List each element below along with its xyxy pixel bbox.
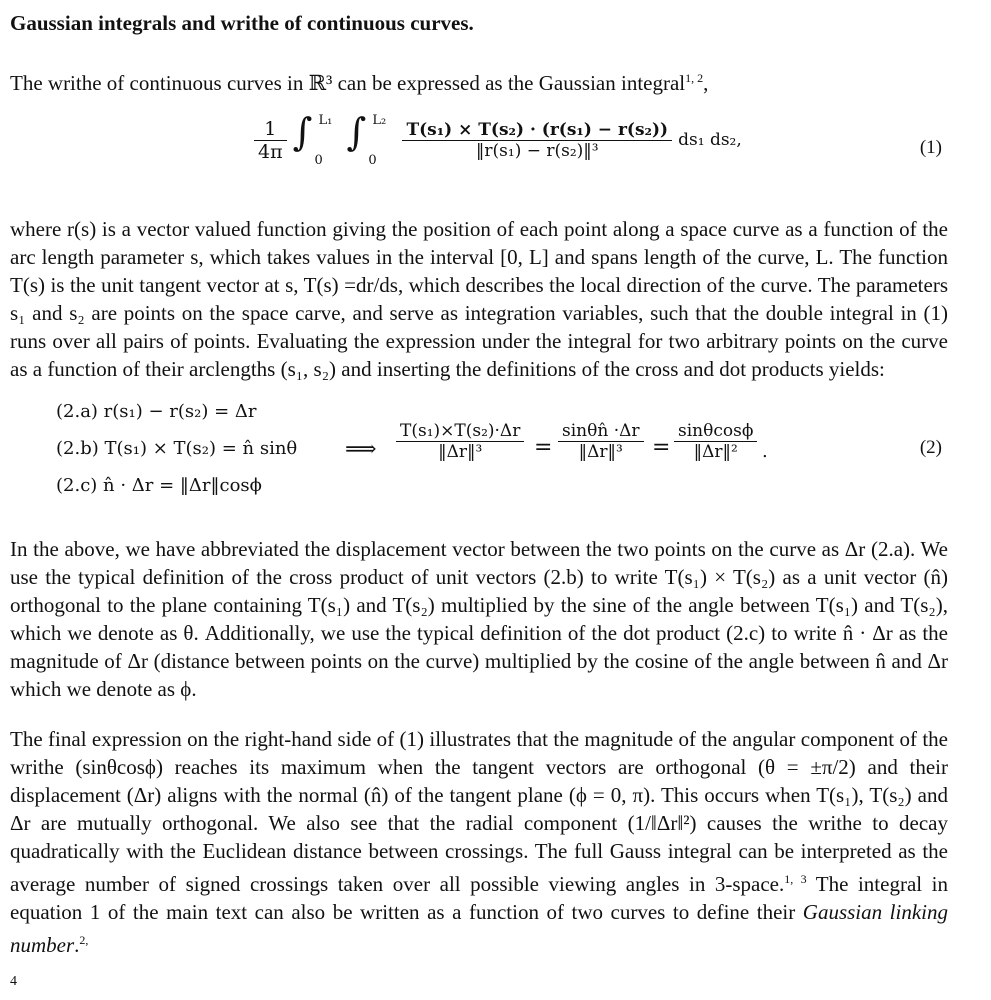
eq1-numerator: T(s₁) × T(s₂) · (r(s₁) − r(s₂)) [402, 120, 672, 141]
eq1-differentials: ds₁ ds₂, [678, 130, 742, 150]
eq2b: (2.b) T(s₁) × T(s₂) = n̂ sinθ [56, 438, 298, 459]
int1-upper: L₁ [318, 113, 333, 128]
equation-1 [10, 107, 948, 199]
document-page [10, 8, 948, 959]
intro-end: , [703, 71, 709, 95]
implies-arrow: ⟹ [345, 437, 377, 462]
eq2a: (2.a) r(s₁) − r(s₂) = Δr [56, 401, 257, 422]
eq2c: (2.c) n̂ · Δr = ‖Δr‖cosϕ [56, 475, 262, 496]
conclusion-end: . [74, 933, 80, 957]
paragraph-definitions: where r(s) is a vector valued function giving the position of each point along a space curve as a function of the arc length parameter s, which takes values in the interval [0, L] and spans length of the curve, L. The function T(s) is the unit tangent vector at s, T(s) =dr/ds, which describes the local direction of the curve. The parameters s₁ and s₂ are points on the space carve, and serve as integration variables, such that the double integral in (1) runs over all pairs of points. Evaluating the expression under the integral for two arbitrary points on the curve as a function of their arclengths (s₁, s₂) and inserting the definitions of the cross and dot products yields: [10, 217, 948, 381]
section-title: Gaussian integrals and writhe of continuous curves. [10, 11, 474, 35]
eq1-number: (1) [919, 137, 942, 158]
integral-sign-2: ∫ [346, 110, 367, 154]
eq2-frac-1: $\frac{\text{T(s₁)×T(s₂)·Δr}}{\text{‖Δr‖³}}$ [396, 421, 524, 462]
int1-lower: 0 [314, 153, 323, 168]
eq2-end: . [762, 441, 768, 462]
conclusion-text-2: The integral in equation 1 of the main text can also be written as a function of two curves to define their [10, 872, 948, 924]
int2-lower: 0 [368, 153, 377, 168]
eq2-equals-2: = [652, 435, 671, 460]
paragraph-explanation: In the above, we have abbreviated the displacement vector between the two points on the curve as Δr (2.a). We use the typical definition of the cross product of unit vectors (2.b) to write T(s₁) × T(s₂) as a unit vector (n̂) orthogonal to the plane containing T(s₁) and T(s₂) multiplied by the sine of the angle between T(s₁) and T(s₂), which we denote as θ. Additionally, we use the typical definition of the dot product (2.c) to write n̂ · Δr as the magnitude of Δr (distance between points on the curve) multiplied by the cosine of the angle between n̂ and Δr which we denote as ϕ. [10, 537, 948, 701]
eq1-fraction [402, 120, 672, 161]
conclusion-citation-2: 2, [79, 933, 89, 947]
eq2-frac-3: $\frac{\sin\theta\cos\phi}{\text{‖Δr‖²}}$ [674, 421, 757, 462]
eq2-number: (2) [919, 437, 942, 458]
equation-2 [10, 401, 948, 519]
intro-paragraph [10, 64, 948, 97]
eq2-frac-2: $\frac{\sin\theta n̂ \cdot\Delta r}{\text{‖Δr‖³}}$ [558, 421, 644, 462]
paragraph-conclusion [10, 725, 948, 959]
conclusion-citation-1: 1, 3 [784, 872, 807, 886]
eq2-equals-1: = [534, 435, 553, 460]
eq1-prefactor: $\frac{1}{4\pi}$ [254, 118, 287, 163]
conclusion-text: The final expression on the right-hand side of (1) illustrates that the magnitude of the angular component of the writhe (sinθcosϕ) reaches its maximum when the tangent vectors are orthogonal (θ = ±π/2) and their displacement (Δr) aligns with the normal (n̂) of the tangent plane (ϕ = 0, π). This occurs when T(s₁), T(s₂) and Δr are mutually orthogonal. We also see that the radial component (1/‖Δr‖²) causes the writhe to decay quadratically with the Euclidean distance between crossings. The full Gauss integral can be interpreted as the average number of signed crossings taken over all possible viewing angles in 3-space. [10, 727, 948, 896]
intro-citation: 1, 2 [685, 71, 704, 85]
linking-number-term: Gaussian linking number [10, 900, 948, 957]
footer-number: 4 [10, 974, 17, 989]
intro-text: The writhe of continuous curves in ℝ³ can be expressed as the Gaussian integral [10, 71, 686, 95]
integral-sign-1: ∫ [292, 110, 313, 154]
int2-upper: L₂ [372, 113, 387, 128]
eq1-denominator: ‖r(s₁) − r(s₂)‖³ [475, 140, 599, 161]
